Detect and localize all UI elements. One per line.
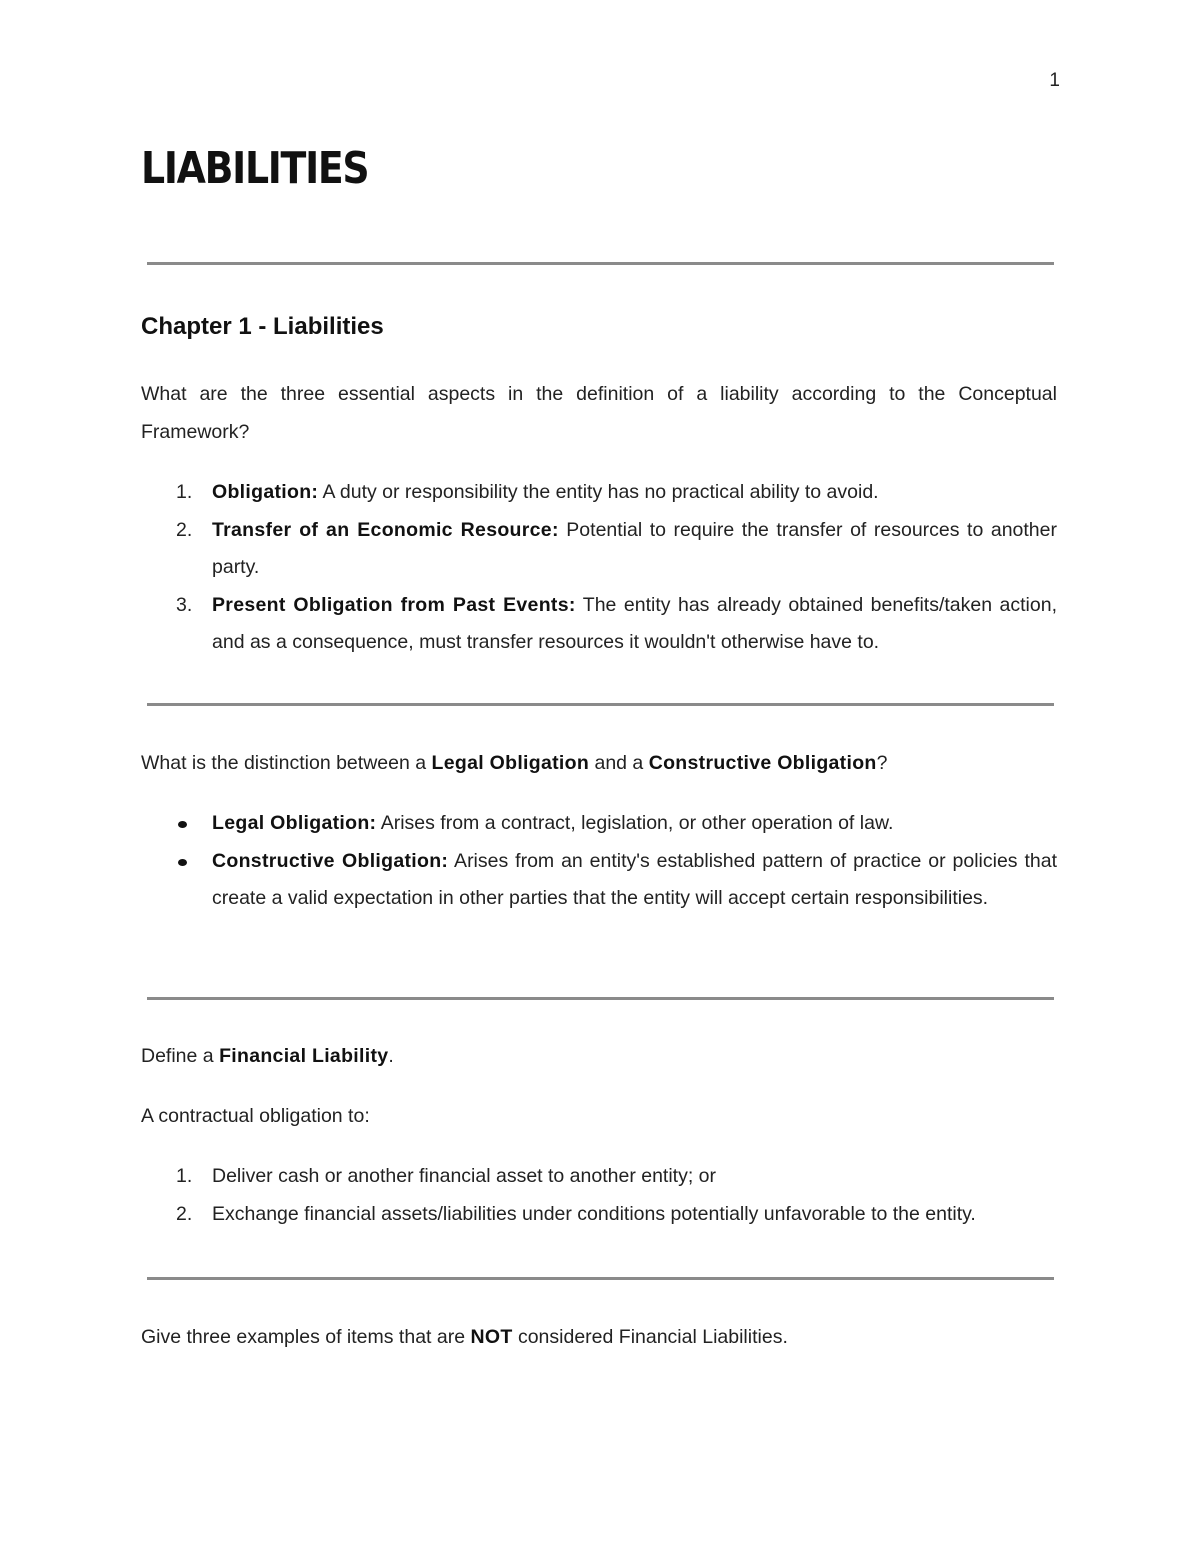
list-item — [141, 1158, 1057, 1196]
question-text: Define a — [141, 1045, 220, 1067]
list-text: Arises from a contract, legislation, or other operation of law. — [376, 812, 894, 834]
list-item — [141, 512, 1057, 587]
list-item — [141, 843, 1057, 918]
list-term: Obligation: — [212, 481, 319, 503]
page-number: 1 — [1049, 70, 1060, 91]
list-number: 1. — [176, 481, 193, 503]
question-text: . — [388, 1045, 394, 1067]
question-term: Legal Obligation — [431, 752, 590, 774]
list-text: Arises from an entity's established pattern of practice or policies that create a valid expectation in other parties that the entity will accept certain responsibilities. — [212, 849, 1057, 909]
list-number: 2. — [176, 518, 193, 541]
obligation-types-list — [141, 805, 1057, 918]
question-non-financial-examples — [141, 1318, 1057, 1356]
list-term: Legal Obligation: — [212, 812, 377, 834]
list-number: 3. — [176, 593, 193, 616]
list-text: Potential to require the transfer of resources to another party. — [212, 518, 1057, 578]
list-term: Present Obligation from Past Events: — [212, 593, 576, 616]
document-title: LIABILITIES — [141, 143, 369, 194]
question-text: ? — [876, 752, 888, 774]
horizontal-divider — [147, 703, 1054, 706]
list-item — [141, 1196, 1057, 1234]
bullet-icon — [178, 859, 187, 866]
question-term: NOT — [470, 1326, 513, 1348]
question-text: considered Financial Liabilities. — [512, 1326, 788, 1348]
question-text: What is the distinction between a — [141, 752, 432, 774]
horizontal-divider — [147, 262, 1054, 265]
list-item — [141, 805, 1057, 843]
question-term: Constructive Obligation — [648, 752, 877, 774]
liability-aspects-list — [141, 474, 1057, 662]
question-text: and a — [589, 752, 649, 774]
financial-liability-list — [141, 1158, 1057, 1233]
horizontal-divider — [147, 997, 1054, 1000]
question-financial-liability — [141, 1037, 1057, 1075]
list-term: Constructive Obligation: — [212, 849, 449, 872]
list-text: The entity has already obtained benefits/taken action, and as a consequence, must transfer resources it wouldn't otherwise have to. — [212, 593, 1058, 653]
list-number: 1. — [176, 1165, 193, 1187]
list-text: A duty or responsibility the entity has no practical ability to avoid. — [318, 481, 879, 503]
question-liability-aspects: What are the three essential aspects in the definition of a liability according to the Conceptual Framework? — [141, 383, 1057, 443]
list-term: Transfer of an Economic Resource: — [212, 518, 559, 541]
question-obligation-distinction — [141, 744, 1057, 782]
horizontal-divider — [147, 1277, 1054, 1280]
question-term: Financial Liability — [219, 1045, 389, 1067]
financial-liability-intro: A contractual obligation to: — [141, 1105, 370, 1127]
chapter-heading: Chapter 1 - Liabilities — [141, 313, 384, 340]
list-item — [141, 474, 1057, 512]
list-text: Exchange financial assets/liabilities under conditions potentially unfavorable to the entity. — [212, 1202, 976, 1225]
list-number: 2. — [176, 1202, 193, 1225]
list-item — [141, 587, 1057, 662]
bullet-icon — [178, 821, 187, 828]
list-text: Deliver cash or another financial asset to another entity; or — [212, 1165, 717, 1187]
question-text: Give three examples of items that are — [141, 1326, 471, 1348]
